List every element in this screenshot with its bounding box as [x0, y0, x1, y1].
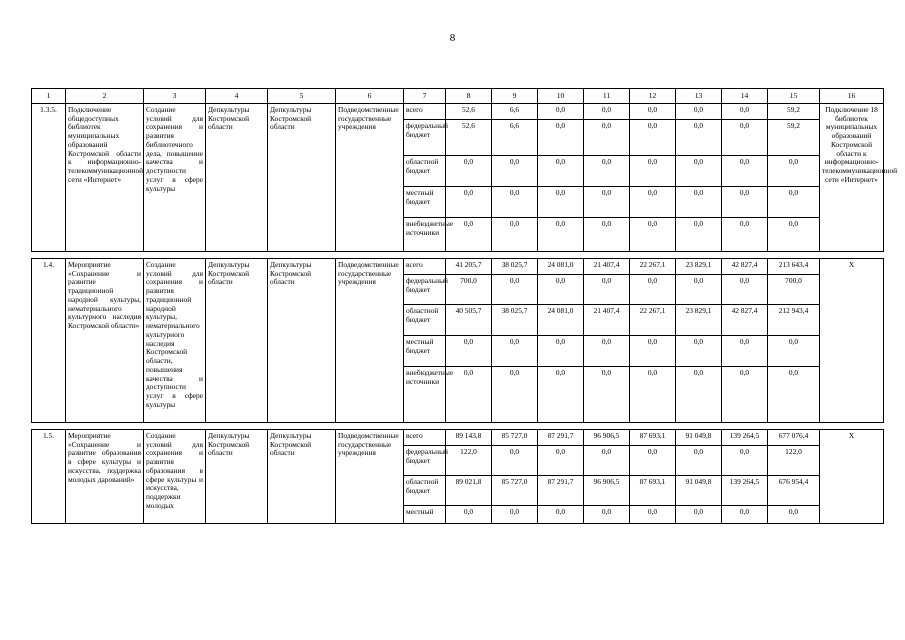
funding-value: 0,0 [492, 367, 538, 423]
funding-value: 0,0 [492, 187, 538, 218]
funding-value: 700,0 [768, 275, 820, 305]
column-number: 15 [768, 89, 820, 104]
funding-value: 0,0 [630, 446, 676, 476]
funding-value: 0,0 [722, 336, 768, 367]
expected-result: X [820, 430, 884, 524]
column-number: 1 [32, 89, 66, 104]
funding-value: 0,0 [676, 367, 722, 423]
funding-value: 0,0 [676, 218, 722, 252]
funding-value: 24 081,0 [538, 259, 584, 275]
funding-value: 38 025,7 [492, 305, 538, 336]
column-number: 2 [66, 89, 144, 104]
funding-value: 21 407,4 [584, 259, 630, 275]
funding-source: всего [404, 104, 446, 120]
funding-value: 0,0 [446, 218, 492, 252]
funding-value: 42 827,4 [722, 305, 768, 336]
funding-value: 0,0 [492, 506, 538, 524]
column-number: 14 [722, 89, 768, 104]
institution-type: Подведомственные государственные учреждения [336, 104, 404, 252]
column-number: 13 [676, 89, 722, 104]
funding-value: 38 025,7 [492, 259, 538, 275]
funding-source: областной бюджет [404, 476, 446, 506]
funding-value: 0,0 [676, 336, 722, 367]
funding-value: 87 693,1 [630, 476, 676, 506]
funding-value: 0,0 [630, 367, 676, 423]
funding-value: 0,0 [722, 104, 768, 120]
funding-value: 0,0 [584, 187, 630, 218]
institution-type: Подведомственные государственные учреждения [336, 259, 404, 423]
column-number: 11 [584, 89, 630, 104]
funding-value: 0,0 [676, 187, 722, 218]
funding-value: 91 049,8 [676, 430, 722, 446]
program-funding-table [31, 88, 898, 524]
funding-value: 0,0 [768, 187, 820, 218]
funding-value: 0,0 [722, 275, 768, 305]
item-number: 1.4. [32, 259, 66, 423]
funding-source: местный бюджет [404, 187, 446, 218]
funding-value: 0,0 [584, 120, 630, 156]
funding-value: 0,0 [584, 367, 630, 423]
funding-value: 41 205,7 [446, 259, 492, 275]
column-number: 5 [268, 89, 336, 104]
spacer-cell [32, 252, 884, 259]
event-goal: Создание условий для сохранения и развития библиотечного дела, повышение качества и доступности услуг в сфере культуры [144, 104, 206, 252]
funding-source: областной бюджет [404, 305, 446, 336]
funding-value: 139 264,5 [722, 476, 768, 506]
funding-row [32, 430, 884, 446]
funding-value: 0,0 [584, 275, 630, 305]
responsible-executor: Депкультуры Костромской области [206, 104, 268, 252]
funding-value: 0,0 [446, 506, 492, 524]
funding-value: 96 906,5 [584, 430, 630, 446]
funding-value: 85 727,0 [492, 430, 538, 446]
funding-value: 0,0 [538, 367, 584, 423]
funding-value: 0,0 [492, 218, 538, 252]
column-number: 3 [144, 89, 206, 104]
funding-value: 40 505,7 [446, 305, 492, 336]
funding-value: 0,0 [492, 336, 538, 367]
funding-value: 59,2 [768, 120, 820, 156]
funding-value: 0,0 [676, 156, 722, 187]
funding-value: 0,0 [584, 104, 630, 120]
event-name: Подключение общедоступных библиотек муниципальных образований Костромской области к информационно-телекоммуникационной сети «Интернет» [66, 104, 144, 252]
funding-value: 42 827,4 [722, 259, 768, 275]
funding-value: 0,0 [446, 336, 492, 367]
funding-value: 0,0 [768, 506, 820, 524]
funding-source: федеральный бюджет [404, 446, 446, 476]
funding-value: 52,6 [446, 104, 492, 120]
funding-value: 23 829,1 [676, 305, 722, 336]
funding-value: 0,0 [492, 156, 538, 187]
column-number: 4 [206, 89, 268, 104]
funding-value: 0,0 [538, 104, 584, 120]
funding-value: 0,0 [722, 156, 768, 187]
funding-source: всего [404, 430, 446, 446]
funding-value: 0,0 [584, 506, 630, 524]
item-number: 1.5. [32, 430, 66, 524]
funding-value: 0,0 [584, 218, 630, 252]
funding-value: 22 267,1 [630, 305, 676, 336]
funding-value: 0,0 [446, 367, 492, 423]
funding-value: 0,0 [538, 187, 584, 218]
funding-value: 0,0 [538, 336, 584, 367]
funding-value: 59,2 [768, 104, 820, 120]
funding-value: 0,0 [768, 336, 820, 367]
funding-value: 0,0 [446, 187, 492, 218]
funding-value: 0,0 [630, 275, 676, 305]
funding-value: 6,6 [492, 104, 538, 120]
spacer-cell [32, 423, 884, 430]
funding-value: 0,0 [630, 156, 676, 187]
section-spacer [32, 423, 884, 430]
funding-value: 213 643,4 [768, 259, 820, 275]
section-spacer [32, 252, 884, 259]
funding-value: 0,0 [584, 336, 630, 367]
funds-recipient: Депкультуры Костромской области [268, 104, 336, 252]
funding-value: 0,0 [676, 104, 722, 120]
funding-value: 6,6 [492, 120, 538, 156]
funding-value: 212 943,4 [768, 305, 820, 336]
funding-value: 0,0 [768, 156, 820, 187]
funding-value: 87 693,1 [630, 430, 676, 446]
funding-value: 0,0 [492, 275, 538, 305]
funding-value: 89 143,8 [446, 430, 492, 446]
page-number: 8 [449, 32, 456, 44]
funding-value: 0,0 [630, 218, 676, 252]
event-goal: Создание условий для сохранения и развития образования в сфере культуры и искусства, поддержки молодых [144, 430, 206, 524]
funding-value: 0,0 [538, 275, 584, 305]
column-number: 9 [492, 89, 538, 104]
funding-row [32, 259, 884, 275]
column-number: 16 [820, 89, 884, 104]
funding-value: 122,0 [768, 446, 820, 476]
funding-value: 0,0 [538, 120, 584, 156]
funding-value: 139 264,5 [722, 430, 768, 446]
funding-value: 23 829,1 [676, 259, 722, 275]
funding-source: всего [404, 259, 446, 275]
funding-value: 0,0 [722, 218, 768, 252]
funding-value: 52,6 [446, 120, 492, 156]
funding-value: 0,0 [676, 506, 722, 524]
column-number: 8 [446, 89, 492, 104]
funding-value: 0,0 [722, 506, 768, 524]
funding-value: 0,0 [538, 218, 584, 252]
funding-value: 0,0 [538, 156, 584, 187]
funding-value: 0,0 [676, 446, 722, 476]
funding-value: 700,0 [446, 275, 492, 305]
funding-value: 22 267,1 [630, 259, 676, 275]
institution-type: Подведомственные государственные учреждения [336, 430, 404, 524]
funding-value: 0,0 [492, 446, 538, 476]
funding-source: федеральный бюджет [404, 120, 446, 156]
column-number-row [32, 89, 884, 104]
funding-value: 0,0 [722, 187, 768, 218]
funding-value: 676 954,4 [768, 476, 820, 506]
item-number: 1.3.5. [32, 104, 66, 252]
funding-source: местный [404, 506, 446, 524]
responsible-executor: Депкультуры Костромской области [206, 259, 268, 423]
funding-value: 96 906,5 [584, 476, 630, 506]
event-name: Мероприятие «Сохранение и развитие традиционной народной культуры, нематериального культурного наследия Костромской области» [66, 259, 144, 423]
funding-value: 0,0 [538, 446, 584, 476]
funding-value: 0,0 [446, 156, 492, 187]
funding-value: 85 727,0 [492, 476, 538, 506]
funding-value: 0,0 [722, 120, 768, 156]
expected-result: X [820, 259, 884, 423]
funding-value: 0,0 [768, 218, 820, 252]
funding-value: 122,0 [446, 446, 492, 476]
funding-value: 0,0 [538, 506, 584, 524]
funding-value: 0,0 [630, 336, 676, 367]
funding-value: 0,0 [630, 506, 676, 524]
funding-value: 87 291,7 [538, 476, 584, 506]
funding-value: 0,0 [676, 120, 722, 156]
column-number: 12 [630, 89, 676, 104]
funding-value: 0,0 [584, 446, 630, 476]
funding-value: 0,0 [630, 104, 676, 120]
funding-value: 87 291,7 [538, 430, 584, 446]
funding-value: 0,0 [584, 156, 630, 187]
funding-value: 89 021,8 [446, 476, 492, 506]
funding-value: 0,0 [630, 187, 676, 218]
funds-recipient: Депкультуры Костромской области [268, 259, 336, 423]
funding-source: федеральный бюджет [404, 275, 446, 305]
column-number: 6 [336, 89, 404, 104]
funding-value: 677 076,4 [768, 430, 820, 446]
funding-value: 0,0 [722, 367, 768, 423]
funding-source: внебюджетные источники [404, 218, 446, 252]
funding-value: 91 049,8 [676, 476, 722, 506]
funding-value: 0,0 [676, 275, 722, 305]
funding-value: 0,0 [722, 446, 768, 476]
column-number: 10 [538, 89, 584, 104]
funding-value: 0,0 [768, 367, 820, 423]
funding-row [32, 104, 884, 120]
expected-result: Подключение 18 библиотек муниципальных образований Костромской области к информационно-телекоммуникационной сети «Интернет» [820, 104, 884, 252]
responsible-executor: Депкультуры Костромской области [206, 430, 268, 524]
event-goal: Создание условий для сохранения и развития традиционной народной культуры, нематериального культурного наследия Костромской области, повышения качества и доступности услуг в сфере культуры [144, 259, 206, 423]
funding-source: областной бюджет [404, 156, 446, 187]
event-name: Мероприятие «Сохранение и развитие образования в сфере культуры и искусства, поддержка молодых дарований» [66, 430, 144, 524]
funding-value: 21 407,4 [584, 305, 630, 336]
funding-value: 0,0 [630, 120, 676, 156]
funding-source: местный бюджет [404, 336, 446, 367]
funding-value: 24 081,0 [538, 305, 584, 336]
funding-source: внебюджетные источники [404, 367, 446, 423]
column-number: 7 [404, 89, 446, 104]
funds-recipient: Депкультуры Костромской области [268, 430, 336, 524]
